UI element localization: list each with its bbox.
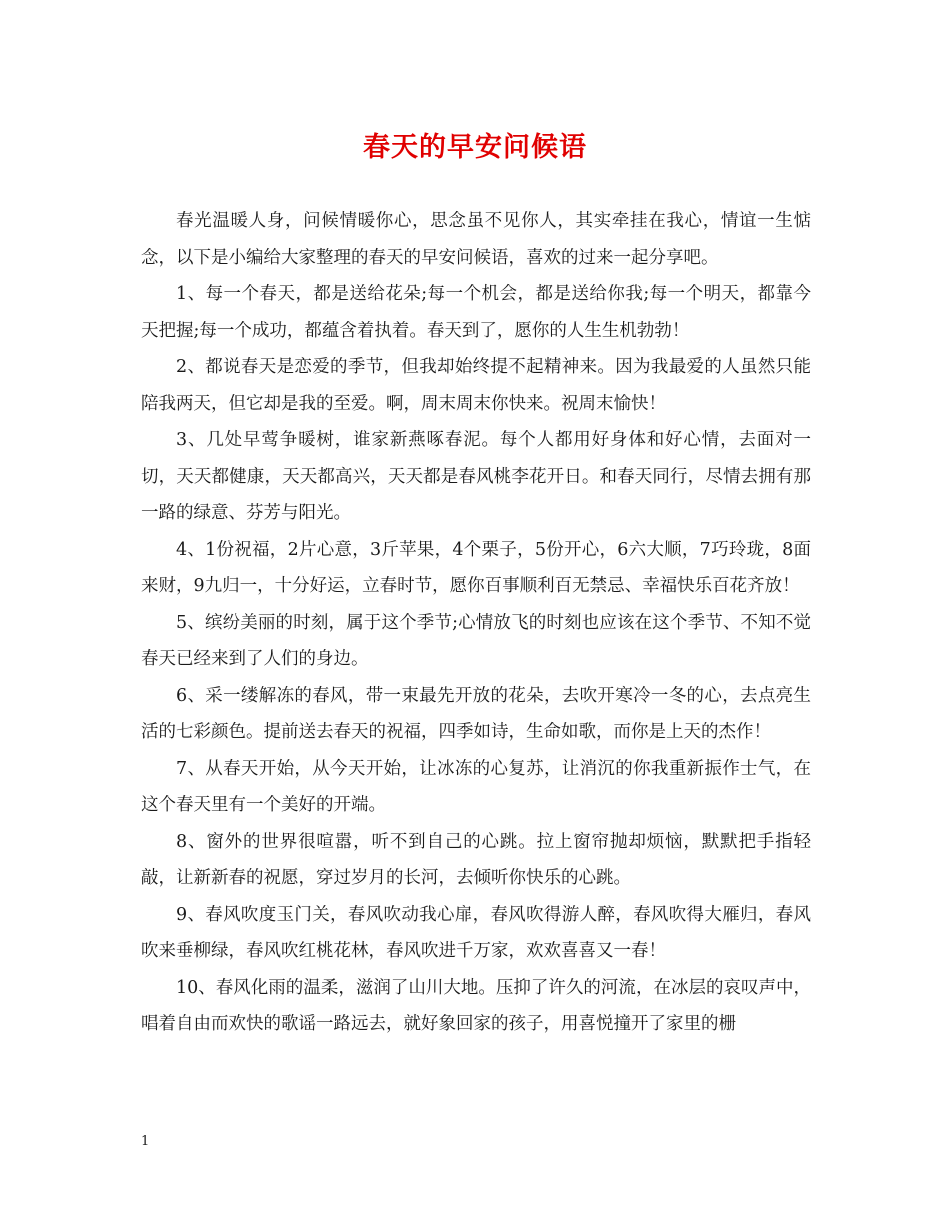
paragraph-item: 6、采一缕解冻的春风，带一束最先开放的花朵，去吹开寒冷一冬的心，去点亮生活的七彩颜色。提前送去春天的祝福，四季如诗，生命如歌，而你是上天的杰作！: [141, 685, 811, 742]
document-title: 春天的早安问候语: [363, 132, 587, 163]
paragraph-item: 9、春风吹度玉门关，春风吹动我心扉，春风吹得游人醉，春风吹得大雁归，春风吹来垂柳绿，春风吹红桃花林，春风吹进千万家，欢欢喜喜又一春！: [141, 904, 811, 961]
paragraph-intro: 春光温暖人身，问候情暖你心，思念虽不见你人，其实牵挂在我心，情谊一生惦念，以下是小编给大家整理的春天的早安问候语，喜欢的过来一起分享吧。: [141, 211, 811, 268]
paragraph-item: 2、都说春天是恋爱的季节，但我却始终提不起精神来。因为我最爱的人虽然只能陪我两天，但它却是我的至爱。啊，周末周末你快来。祝周末愉快！: [141, 357, 811, 414]
paragraph-item: 1、每一个春天，都是送给花朵;每一个机会，都是送给你我;每一个明天，都靠今天把握;每一个成功，都蕴含着执着。春天到了，愿你的人生生机勃勃！: [141, 284, 811, 341]
document-body: [141, 203, 811, 1043]
paragraph-item: 10、春风化雨的温柔，滋润了山川大地。压抑了许久的河流，在冰层的哀叹声中，唱着自由而欢快的歌谣一路远去，就好象回家的孩子，用喜悦撞开了家里的栅: [141, 977, 811, 1034]
paragraph-item: 8、窗外的世界很喧嚣，听不到自己的心跳。拉上窗帘抛却烦恼，默默把手指轻敲，让新新春的祝愿，穿过岁月的长河，去倾听你快乐的心跳。: [141, 831, 811, 888]
paragraph-item: 3、几处早莺争暖树，谁家新燕啄春泥。每个人都用好身体和好心情，去面对一切，天天都健康，天天都高兴，天天都是春风桃李花开日。和春天同行，尽情去拥有那一路的绿意、芬芳与阳光。: [141, 430, 811, 523]
paragraph-item: 4、1份祝福，2片心意，3斤苹果，4个栗子，5份开心，6六大顺，7巧玲珑，8面来财，9九归一，十分好运，立春时节，愿你百事顺利百无禁忌、幸福快乐百花齐放！: [141, 539, 811, 596]
paragraph-item: 5、缤纷美丽的时刻，属于这个季节;心情放飞的时刻也应该在这个季节、不知不觉春天已经来到了人们的身边。: [141, 612, 811, 669]
page-number: 1: [141, 1134, 150, 1149]
paragraph-item: 7、从春天开始，从今天开始，让冰冻的心复苏，让消沉的你我重新振作士气，在这个春天里有一个美好的开端。: [141, 758, 811, 815]
